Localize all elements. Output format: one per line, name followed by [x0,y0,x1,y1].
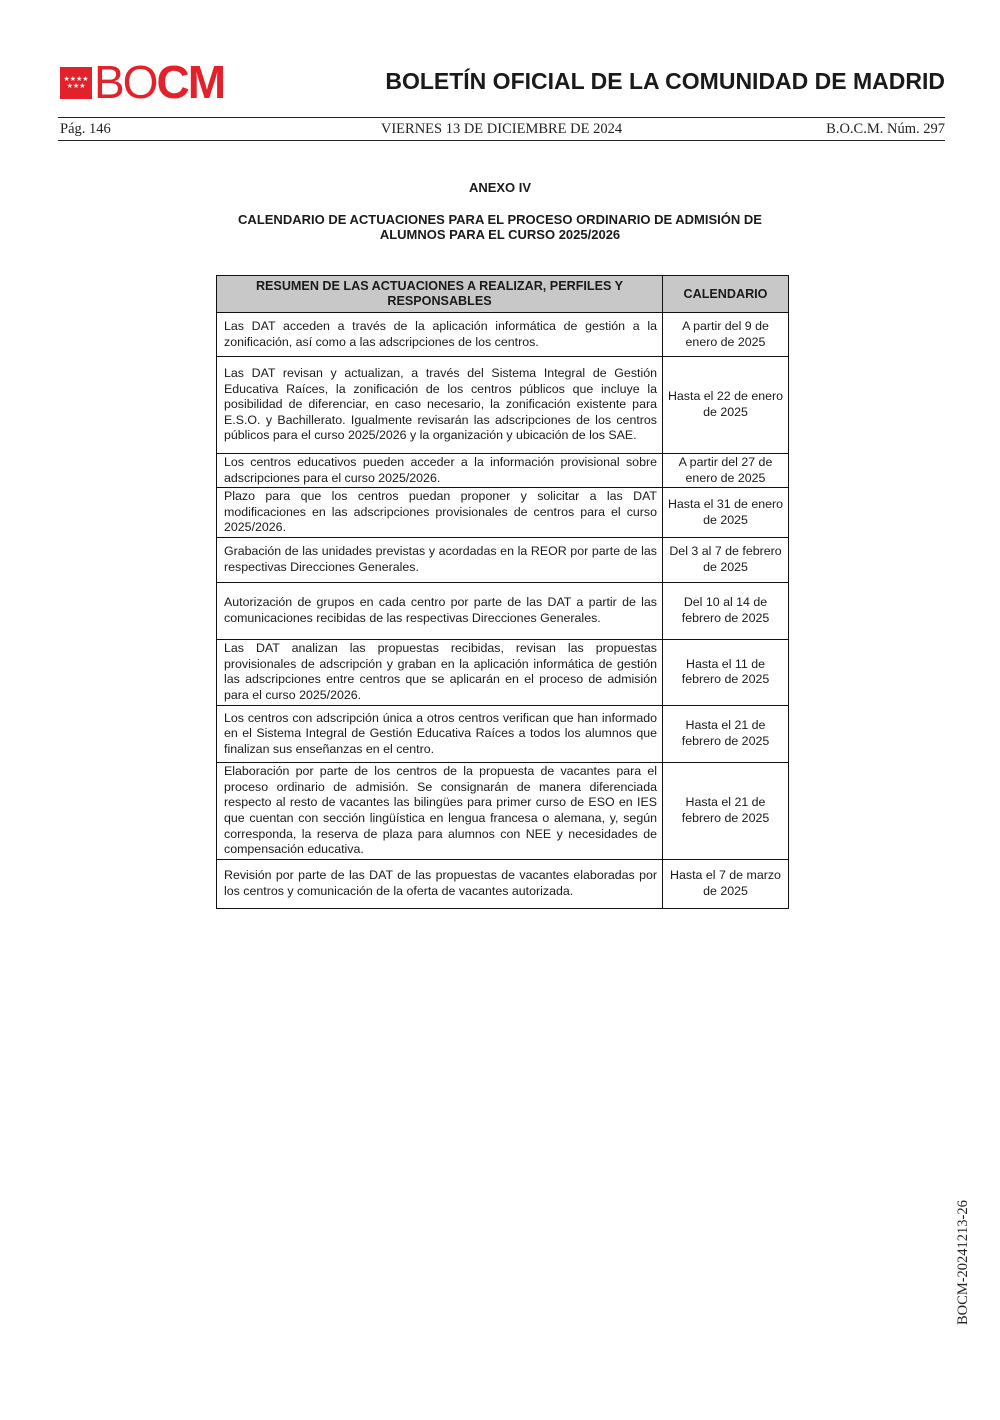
header-rule-bottom [58,140,945,141]
table-row [217,639,789,705]
action-cell: Revisión por parte de las DAT de las propuestas de vacantes elaboradas por los centros y comunicación de la oferta de vacantes autorizada. [217,859,663,908]
logo-text-cm: CM [156,56,225,108]
date-cell: Hasta el 7 de marzo de 2025 [663,859,789,908]
action-cell: Los centros educativos pueden acceder a la información provisional sobre adscripciones para el curso 2025/2026. [217,454,663,488]
date-cell: A partir del 27 de enero de 2025 [663,454,789,488]
table-row [217,859,789,908]
document-title: CALENDARIO DE ACTUACIONES PARA EL PROCESO ORDINARIO DE ADMISIÓN DE ALUMNOS PARA EL CURSO 2025/2026 [238,212,762,242]
headline-bar [58,121,945,139]
issue-number: B.O.C.M. Núm. 297 [826,121,945,137]
date-cell: Del 3 al 7 de febrero de 2025 [663,537,789,582]
document-side-code: BOCM-20241213-26 [955,1200,971,1325]
header-rule-top [58,117,945,118]
date-cell: A partir del 9 de enero de 2025 [663,313,789,357]
calendar-table [216,275,789,909]
publication-title: BOLETÍN OFICIAL DE LA COMUNIDAD DE MADRID [385,68,945,94]
table-row [217,454,789,488]
action-cell: Las DAT acceden a través de la aplicación informática de gestión a la zonificación, así como a las adscripciones de los centros. [217,313,663,357]
page-number: Pág. 146 [60,121,111,137]
table-row [217,537,789,582]
action-cell: Las DAT analizan las propuestas recibidas, revisan las propuestas provisionales de adscripción y graban en la aplicación informática de gestión las adscripciones entre centros que se aplicarán en el proceso de admisión para el curso 2025/2026. [217,639,663,705]
bocm-logo [60,56,225,108]
madrid-stars-emblem-icon: ★★★★ ★★★ [60,67,92,99]
table-row [217,705,789,762]
date-cell: Hasta el 21 de febrero de 2025 [663,705,789,762]
action-cell: Los centros con adscripción única a otros centros verifican que han informado en el Sistema Integral de Gestión Educativa Raíces a todos los alumnos que finalizan sus enseñanzas en el centro. [217,705,663,762]
date-cell: Hasta el 31 de enero de 2025 [663,488,789,538]
table-row [217,582,789,639]
annex-heading: ANEXO IV [468,180,532,195]
table-row [217,313,789,357]
table-header-row [217,276,789,313]
logo-text-bo: BO [94,56,157,108]
action-cell: Autorización de grupos en cada centro por parte de las DAT a partir de las comunicaciones recibidas de las respectivas Direcciones Generales. [217,582,663,639]
action-cell: Elaboración por parte de los centros de la propuesta de vacantes para el proceso ordinario de admisión. Se consignarán de manera diferenciada respecto al resto de vacantes las bilingües para primer curso de ESO en IES que cuentan con sección lingüística en lengua francesa o alemana, y, según corresponda, la reserva de plaza para alumnos con NEE y necesidades de compensación educativa. [217,762,663,859]
action-cell: Plazo para que los centros puedan proponer y solicitar a las DAT modificaciones en las adscripciones provisionales de centros para el curso 2025/2026. [217,488,663,538]
date-cell: Hasta el 21 de febrero de 2025 [663,762,789,859]
action-cell: Grabación de las unidades previstas y acordadas en la REOR por parte de las respectivas Direcciones Generales. [217,537,663,582]
column-header-calendar: CALENDARIO [663,276,789,313]
issue-date: VIERNES 13 DE DICIEMBRE DE 2024 [380,121,623,137]
date-cell: Hasta el 11 de febrero de 2025 [663,639,789,705]
table-row [217,357,789,454]
date-cell: Hasta el 22 de enero de 2025 [663,357,789,454]
table-row [217,488,789,538]
action-cell: Las DAT revisan y actualizan, a través del Sistema Integral de Gestión Educativa Raíces, la zonificación de los centros públicos que incluye la posibilidad de diferenciar, en caso necesario, la zonificación existente para E.S.O. y Bachillerato. Igualmente revisarán las adscripciones de los centros públicos para el curso 2025/2026 y la organización y ubicación de los SAE. [217,357,663,454]
date-cell: Del 10 al 14 de febrero de 2025 [663,582,789,639]
table-row [217,762,789,859]
column-header-actions: RESUMEN DE LAS ACTUACIONES A REALIZAR, PERFILES Y RESPONSABLES [217,276,663,313]
